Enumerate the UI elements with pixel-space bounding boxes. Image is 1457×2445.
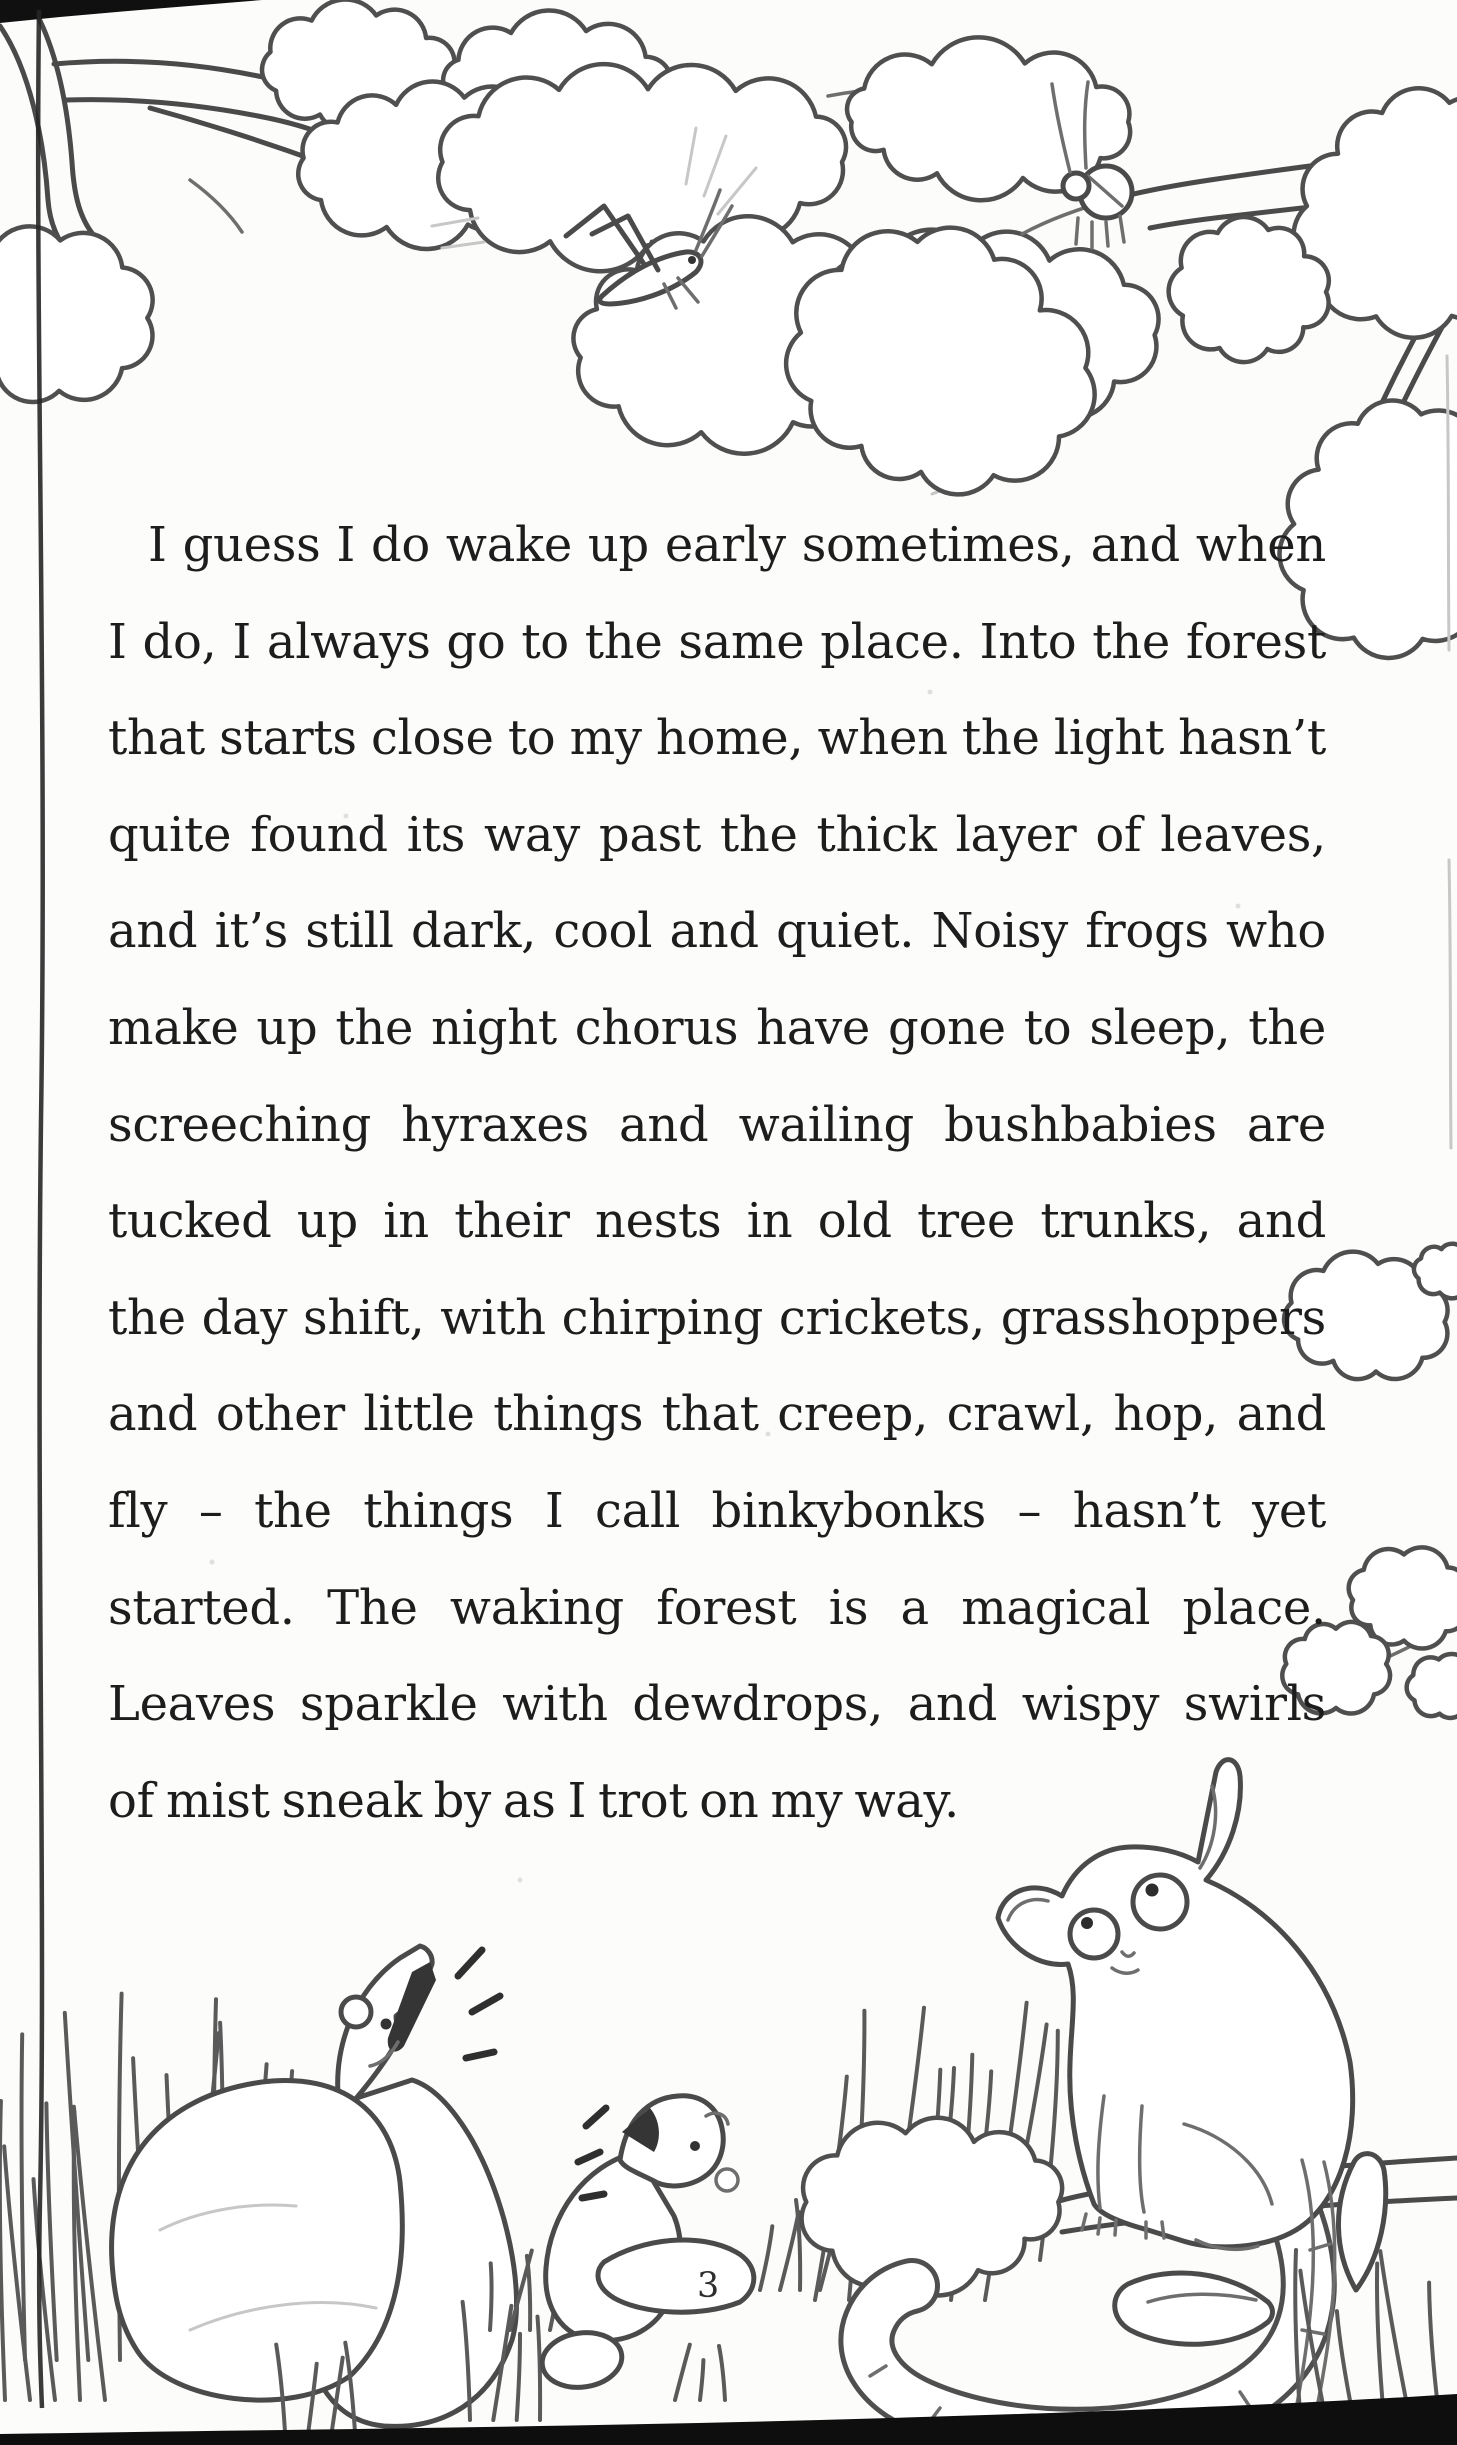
paragraph-line: of mist sneak by as I trot on my way. [108,1772,959,1829]
paragraph-line: tucked up in their nests in old tree trunks, and [108,1193,1326,1250]
leaf-illustration-1 [1115,2273,1273,2344]
paragraph-line: started. The waking forest is a magical place. [108,1579,1326,1636]
paragraph-line: quite found its way past the thick layer of leaves, [108,806,1326,863]
paragraph-line: and other little things that creep, crawl, hop, and [108,1386,1326,1443]
paragraph-line: Leaves sparkle with dewdrops, and wispy swirls [108,1676,1326,1733]
paragraph-line: that starts close to my home, when the light hasn’t [108,710,1326,767]
paragraph-line: screeching hyraxes and wailing bushbabies are [108,1096,1326,1153]
rock-illustration-large [112,2080,403,2400]
paragraph-line: I do, I always go to the same place. Into the forest [108,613,1326,670]
page-number: 3 [697,2266,720,2306]
large-hyrax-eye [381,2019,392,2030]
bushbaby-illustration [802,1760,1457,2442]
paragraph-line: I guess I do wake up early sometimes, and when [148,517,1326,573]
small-hyrax-eye [690,2141,700,2151]
grass-dashes-2 [675,2345,725,2400]
small-hyrax-illustration [539,2096,754,2392]
stone-illustration [539,2328,626,2393]
bushbaby-eye-right [1133,1875,1187,1929]
paragraph-line: make up the night chorus have gone to sleep, the [108,999,1326,1056]
large-hyrax-ear [341,1997,371,2027]
rock-illustration-small [598,2240,754,2312]
paragraph-line: fly – the things I call binkybonks – hasn’t yet [108,1482,1326,1539]
small-hyrax-head [620,2096,723,2186]
bushbaby-eye-left [1070,1910,1118,1958]
calling-marks [458,1950,500,2058]
grasshopper-eye [688,256,696,264]
paragraph-line: the day shift, with chirping crickets, grasshoppers [108,1289,1326,1346]
paragraph-line: and it’s still dark, cool and quiet. Noisy frogs who [108,903,1326,960]
story-paragraph [108,497,1326,1849]
